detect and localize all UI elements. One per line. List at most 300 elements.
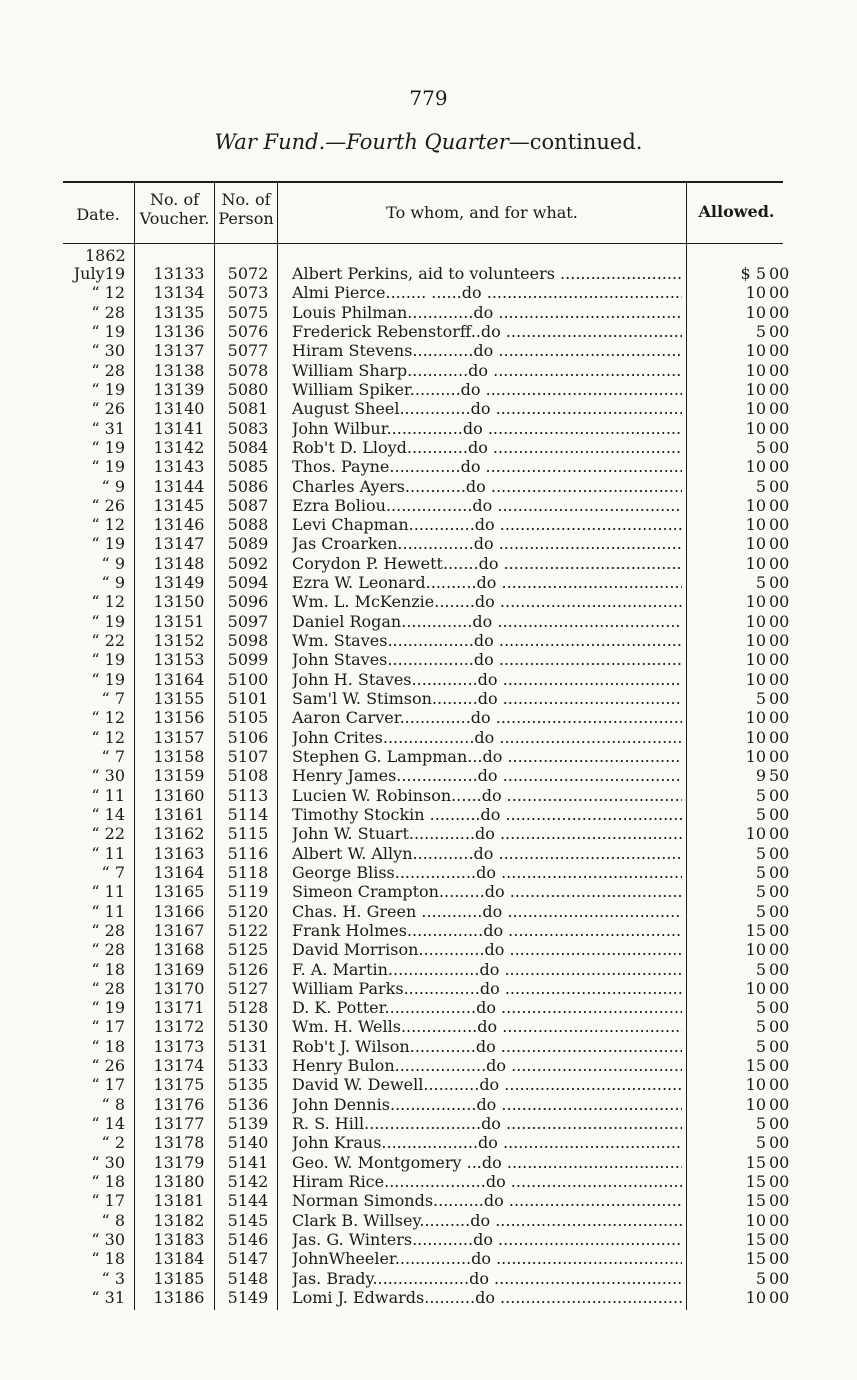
row-person: 5092	[227, 553, 269, 573]
table-row	[0, 960, 857, 979]
row-description: Frederick Rebenstorff..do .....	[292, 322, 682, 341]
row-date: “ 19	[91, 457, 125, 477]
row-person: 5131	[227, 1036, 269, 1056]
row-date: “ 19	[91, 611, 125, 631]
row-voucher: 13133	[153, 264, 205, 283]
row-person: 5126	[227, 959, 269, 979]
title-suffix: —continued.	[508, 130, 643, 154]
row-description: Chas. H. Green ............do .....	[292, 902, 682, 921]
row-description: Sam'l W. Stimson.........do .....	[292, 689, 682, 708]
row-dollars: 10	[745, 824, 766, 844]
row-person: 5113	[227, 785, 269, 805]
row-cents: 00	[769, 611, 790, 631]
row-voucher: 13143	[153, 457, 205, 477]
row-person: 5115	[227, 824, 269, 844]
row-dollars: 10	[745, 1287, 766, 1307]
table-header-rule	[63, 243, 783, 244]
row-dollars: 5	[755, 998, 766, 1018]
row-date: “ 19	[91, 379, 125, 399]
row-dollars: 9	[755, 766, 766, 786]
row-cents: 00	[769, 1152, 790, 1172]
table-row	[0, 554, 857, 573]
row-cents: 00	[769, 1114, 790, 1134]
row-cents: 00	[769, 457, 790, 477]
row-description: Hiram Stevens............do .....	[292, 341, 682, 360]
row-cents: 00	[769, 360, 790, 380]
row-dollars: 10	[745, 727, 766, 747]
row-date: “ 12	[91, 727, 125, 747]
table-row	[0, 341, 857, 360]
row-dollars: $ 5	[740, 264, 766, 283]
row-person: 5100	[227, 669, 269, 689]
row-voucher: 13179	[153, 1152, 205, 1172]
row-dollars: 5	[755, 1114, 766, 1134]
row-date: “ 22	[91, 631, 125, 651]
row-dollars: 10	[745, 978, 766, 998]
row-dollars: 10	[745, 399, 766, 419]
table-row	[0, 1288, 857, 1307]
row-person: 5083	[227, 418, 269, 438]
row-voucher: 13167	[153, 920, 205, 940]
row-date: “ 31	[91, 1287, 125, 1307]
row-date: “ 11	[91, 843, 125, 863]
row-date: “ 14	[91, 804, 125, 824]
row-voucher: 13166	[153, 901, 205, 921]
row-cents: 00	[769, 1268, 790, 1288]
row-description: Stephen G. Lampman...do .....	[292, 747, 682, 766]
row-description: William Spiker..........do .....	[292, 380, 682, 399]
row-date: “ 18	[91, 1172, 125, 1192]
row-person: 5081	[227, 399, 269, 419]
row-person: 5106	[227, 727, 269, 747]
row-date: “ 17	[91, 1017, 125, 1037]
row-person: 5088	[227, 515, 269, 535]
row-cents: 00	[769, 1249, 790, 1269]
year-label: 1862	[85, 246, 126, 265]
row-dollars: 15	[745, 1230, 766, 1249]
table-row	[0, 1056, 857, 1075]
table-row	[0, 747, 857, 766]
row-description: Clark B. Willsey..........do .....	[292, 1211, 682, 1230]
row-person: 5098	[227, 631, 269, 651]
row-person: 5097	[227, 611, 269, 631]
row-date: “ 3	[101, 1268, 125, 1288]
row-voucher: 13170	[153, 978, 205, 998]
row-description: Timothy Stockin ..........do .....	[292, 805, 682, 824]
row-cents: 00	[769, 959, 790, 979]
table-row	[0, 805, 857, 824]
row-person: 5146	[227, 1230, 269, 1249]
table-row	[0, 1172, 857, 1191]
row-dollars: 10	[745, 457, 766, 477]
row-person: 5087	[227, 495, 269, 515]
row-voucher: 13137	[153, 341, 205, 361]
row-person: 5122	[227, 920, 269, 940]
row-date: “ 19	[91, 437, 125, 457]
header-voucher-line2: Voucher.	[139, 209, 210, 228]
row-date: “ 28	[91, 940, 125, 960]
header-voucher	[135, 190, 214, 228]
row-person: 5114	[227, 804, 269, 824]
table-row	[0, 477, 857, 496]
table-row	[0, 496, 857, 515]
row-dollars: 10	[745, 341, 766, 361]
row-date: “ 9	[101, 553, 125, 573]
table-row	[0, 612, 857, 631]
row-date: “ 26	[91, 1056, 125, 1076]
row-dollars: 5	[755, 804, 766, 824]
row-person: 5099	[227, 650, 269, 670]
row-voucher: 13161	[153, 804, 205, 824]
row-description: William Parks...............do .....	[292, 979, 682, 998]
row-voucher: 13149	[153, 573, 205, 593]
row-dollars: 5	[755, 321, 766, 341]
table-row	[0, 399, 857, 418]
row-voucher: 13152	[153, 631, 205, 651]
row-voucher: 13142	[153, 437, 205, 457]
row-cents: 50	[769, 766, 790, 786]
row-description: John Staves.................do .....	[292, 650, 682, 669]
row-date: “ 30	[91, 1230, 125, 1249]
row-cents: 00	[769, 321, 790, 341]
row-description: Wm. L. McKenzie........do .....	[292, 592, 682, 611]
table-top-rule	[63, 181, 783, 183]
row-voucher: 13157	[153, 727, 205, 747]
row-description: Rob't J. Wilson.............do .....	[292, 1037, 682, 1056]
row-dollars: 5	[755, 1036, 766, 1056]
row-dollars: 10	[745, 669, 766, 689]
row-voucher: 13163	[153, 843, 205, 863]
row-cents: 00	[769, 302, 790, 322]
row-description: Louis Philman.............do .....	[292, 303, 682, 322]
row-dollars: 10	[745, 553, 766, 573]
row-cents: 00	[769, 1133, 790, 1153]
row-date: “ 2	[101, 1133, 125, 1153]
row-cents: 00	[769, 1094, 790, 1114]
row-voucher: 13139	[153, 379, 205, 399]
row-dollars: 10	[745, 360, 766, 380]
row-date: “ 11	[91, 901, 125, 921]
row-person: 5136	[227, 1094, 269, 1114]
row-cents: 00	[769, 592, 790, 612]
row-voucher: 13177	[153, 1114, 205, 1134]
table-row	[0, 1211, 857, 1230]
row-cents: 00	[769, 747, 790, 766]
header-voucher-line1: No. of	[149, 190, 200, 209]
row-date: “ 8	[101, 1094, 125, 1114]
row-voucher: 13174	[153, 1056, 205, 1076]
table-row	[0, 264, 857, 283]
row-person: 5072	[227, 264, 269, 283]
row-date: July19	[73, 264, 125, 283]
row-date: “ 18	[91, 959, 125, 979]
table-row	[0, 1133, 857, 1152]
table-row	[0, 573, 857, 592]
row-cents: 00	[769, 476, 790, 496]
row-date: “ 12	[91, 592, 125, 612]
row-date: “ 22	[91, 824, 125, 844]
row-description: Thos. Payne..............do .....	[292, 457, 682, 476]
row-description: Wm. H. Wells...............do .....	[292, 1017, 682, 1036]
row-cents: 00	[769, 669, 790, 689]
row-voucher: 13164	[153, 669, 205, 689]
row-description: Rob't D. Lloyd............do .....	[292, 438, 682, 457]
row-voucher: 13184	[153, 1249, 205, 1269]
row-cents: 00	[769, 283, 790, 303]
row-date: “ 31	[91, 418, 125, 438]
table-row	[0, 1075, 857, 1094]
row-person: 5080	[227, 379, 269, 399]
row-dollars: 10	[745, 379, 766, 399]
row-description: John W. Stuart.............do .....	[292, 824, 682, 843]
row-voucher: 13171	[153, 998, 205, 1018]
row-cents: 00	[769, 882, 790, 902]
table-row	[0, 921, 857, 940]
row-person: 5127	[227, 978, 269, 998]
row-description: Frank Holmes...............do .....	[292, 921, 682, 940]
row-voucher: 13182	[153, 1210, 205, 1230]
row-dollars: 5	[755, 862, 766, 882]
row-voucher: 13173	[153, 1036, 205, 1056]
row-date: “ 30	[91, 766, 125, 786]
row-cents: 00	[769, 843, 790, 863]
row-cents: 00	[769, 978, 790, 998]
row-person: 5108	[227, 766, 269, 786]
row-date: “ 28	[91, 302, 125, 322]
row-person: 5078	[227, 360, 269, 380]
row-date: “ 19	[91, 321, 125, 341]
table-row	[0, 419, 857, 438]
row-date: “ 12	[91, 283, 125, 303]
row-dollars: 15	[745, 920, 766, 940]
table-row	[0, 457, 857, 476]
row-dollars: 10	[745, 940, 766, 960]
row-person: 5096	[227, 592, 269, 612]
row-description: John H. Staves.............do .....	[292, 670, 682, 689]
row-person: 5084	[227, 437, 269, 457]
row-dollars: 5	[755, 573, 766, 593]
row-person: 5085	[227, 457, 269, 477]
table-row	[0, 708, 857, 727]
row-description: Wm. Staves.................do .....	[292, 631, 682, 650]
table-row	[0, 863, 857, 882]
row-description: Ezra Boliou.................do .....	[292, 496, 682, 515]
row-voucher: 13183	[153, 1230, 205, 1249]
table-row	[0, 824, 857, 843]
row-dollars: 10	[745, 495, 766, 515]
row-cents: 00	[769, 689, 790, 709]
table-row	[0, 979, 857, 998]
row-description: Jas Croarken...............do .....	[292, 534, 682, 553]
row-voucher: 13145	[153, 495, 205, 515]
row-date: “ 9	[101, 573, 125, 593]
row-voucher: 13172	[153, 1017, 205, 1037]
table-row	[0, 631, 857, 650]
row-cents: 00	[769, 534, 790, 554]
row-dollars: 5	[755, 476, 766, 496]
row-voucher: 13162	[153, 824, 205, 844]
row-voucher: 13146	[153, 515, 205, 535]
row-cents: 00	[769, 418, 790, 438]
row-description: F. A. Martin..................do .....	[292, 960, 682, 979]
row-cents: 00	[769, 1230, 790, 1249]
row-dollars: 10	[745, 747, 766, 766]
table-row	[0, 670, 857, 689]
row-dollars: 10	[745, 631, 766, 651]
table-row	[0, 1249, 857, 1268]
row-cents: 00	[769, 1287, 790, 1307]
row-dollars: 5	[755, 437, 766, 457]
row-description: Albert W. Allyn............do .....	[292, 844, 682, 863]
row-description: Henry James................do .....	[292, 766, 682, 785]
table-row	[0, 534, 857, 553]
row-person: 5075	[227, 302, 269, 322]
row-voucher: 13140	[153, 399, 205, 419]
row-description: Almi Pierce........ ......do .....	[292, 283, 682, 302]
row-dollars: 10	[745, 418, 766, 438]
row-date: “ 8	[101, 1210, 125, 1230]
row-description: John Wilbur...............do .....	[292, 419, 682, 438]
row-dollars: 5	[755, 785, 766, 805]
row-dollars: 10	[745, 302, 766, 322]
row-cents: 00	[769, 399, 790, 419]
header-description: To whom, and for what.	[386, 203, 578, 222]
row-dollars: 10	[745, 1210, 766, 1230]
row-date: “ 28	[91, 920, 125, 940]
row-person: 5133	[227, 1056, 269, 1076]
table-row	[0, 902, 857, 921]
row-voucher: 13148	[153, 553, 205, 573]
row-description: Charles Ayers............do .....	[292, 477, 682, 496]
row-description: Lomi J. Edwards..........do .....	[292, 1288, 682, 1307]
row-dollars: 5	[755, 882, 766, 902]
row-description: George Bliss................do .....	[292, 863, 682, 882]
table-row	[0, 728, 857, 747]
row-date: “ 12	[91, 708, 125, 728]
row-description: Jas. G. Winters............do .....	[292, 1230, 682, 1249]
row-cents: 00	[769, 727, 790, 747]
row-person: 5105	[227, 708, 269, 728]
table-row	[0, 1269, 857, 1288]
row-date: “ 30	[91, 341, 125, 361]
row-voucher: 13155	[153, 689, 205, 709]
row-cents: 00	[769, 631, 790, 651]
table-row	[0, 592, 857, 611]
row-date: “ 18	[91, 1036, 125, 1056]
row-person: 5089	[227, 534, 269, 554]
header-person-line1: No. of	[221, 190, 271, 209]
row-description: Daniel Rogan..............do .....	[292, 612, 682, 631]
row-voucher: 13150	[153, 592, 205, 612]
row-description: Henry Bulon..................do .....	[292, 1056, 682, 1075]
row-dollars: 10	[745, 592, 766, 612]
table-row	[0, 303, 857, 322]
row-voucher: 13160	[153, 785, 205, 805]
row-dollars: 15	[745, 1172, 766, 1192]
row-cents: 00	[769, 940, 790, 960]
row-date: “ 7	[101, 747, 125, 766]
row-date: “ 17	[91, 1191, 125, 1211]
row-voucher: 13176	[153, 1094, 205, 1114]
row-person: 5128	[227, 998, 269, 1018]
row-cents: 00	[769, 1075, 790, 1095]
row-description: Jas. Brady...................do .....	[292, 1269, 682, 1288]
table-row	[0, 515, 857, 534]
row-cents: 00	[769, 1191, 790, 1211]
row-person: 5077	[227, 341, 269, 361]
row-voucher: 13134	[153, 283, 205, 303]
row-cents: 00	[769, 804, 790, 824]
row-person: 5135	[227, 1075, 269, 1095]
row-dollars: 5	[755, 843, 766, 863]
row-date: “ 9	[101, 476, 125, 496]
row-cents: 00	[769, 824, 790, 844]
row-voucher: 13169	[153, 959, 205, 979]
row-date: “ 19	[91, 534, 125, 554]
row-description: Lucien W. Robinson......do .....	[292, 786, 682, 805]
row-date: “ 7	[101, 689, 125, 709]
row-voucher: 13158	[153, 747, 205, 766]
row-cents: 00	[769, 785, 790, 805]
row-voucher: 13136	[153, 321, 205, 341]
row-description: Aaron Carver..............do .....	[292, 708, 682, 727]
row-date: “ 26	[91, 495, 125, 515]
row-voucher: 13178	[153, 1133, 205, 1153]
row-person: 5120	[227, 901, 269, 921]
table-row	[0, 689, 857, 708]
table-row	[0, 650, 857, 669]
row-cents: 00	[769, 573, 790, 593]
row-description: John Crites..................do .....	[292, 728, 682, 747]
row-date: “ 19	[91, 650, 125, 670]
row-voucher: 13175	[153, 1075, 205, 1095]
row-dollars: 15	[745, 1191, 766, 1211]
row-person: 5116	[227, 843, 269, 863]
row-dollars: 15	[745, 1056, 766, 1076]
row-person: 5076	[227, 321, 269, 341]
row-date: “ 11	[91, 882, 125, 902]
row-date: “ 26	[91, 399, 125, 419]
row-voucher: 13153	[153, 650, 205, 670]
row-voucher: 13135	[153, 302, 205, 322]
row-cents: 00	[769, 1036, 790, 1056]
table-row	[0, 361, 857, 380]
row-description: R. S. Hill.......................do .....	[292, 1114, 682, 1133]
row-dollars: 5	[755, 689, 766, 709]
header-allowed: Allowed.	[698, 202, 775, 221]
row-description: Hiram Rice....................do .....	[292, 1172, 682, 1191]
row-person: 5094	[227, 573, 269, 593]
row-description: Levi Chapman.............do .....	[292, 515, 682, 534]
header-person	[215, 190, 277, 228]
row-description: William Sharp............do .....	[292, 361, 682, 380]
row-voucher: 13168	[153, 940, 205, 960]
row-description: Simeon Crampton.........do .....	[292, 882, 682, 901]
row-date: “ 11	[91, 785, 125, 805]
row-person: 5130	[227, 1017, 269, 1037]
row-dollars: 5	[755, 1017, 766, 1037]
table-row	[0, 1017, 857, 1036]
table-row	[0, 380, 857, 399]
table-row	[0, 1153, 857, 1172]
row-person: 5118	[227, 862, 269, 882]
row-cents: 00	[769, 515, 790, 535]
row-voucher: 13186	[153, 1287, 205, 1307]
row-dollars: 10	[745, 611, 766, 631]
row-dollars: 10	[745, 283, 766, 303]
table-row	[0, 882, 857, 901]
row-cents: 00	[769, 495, 790, 515]
